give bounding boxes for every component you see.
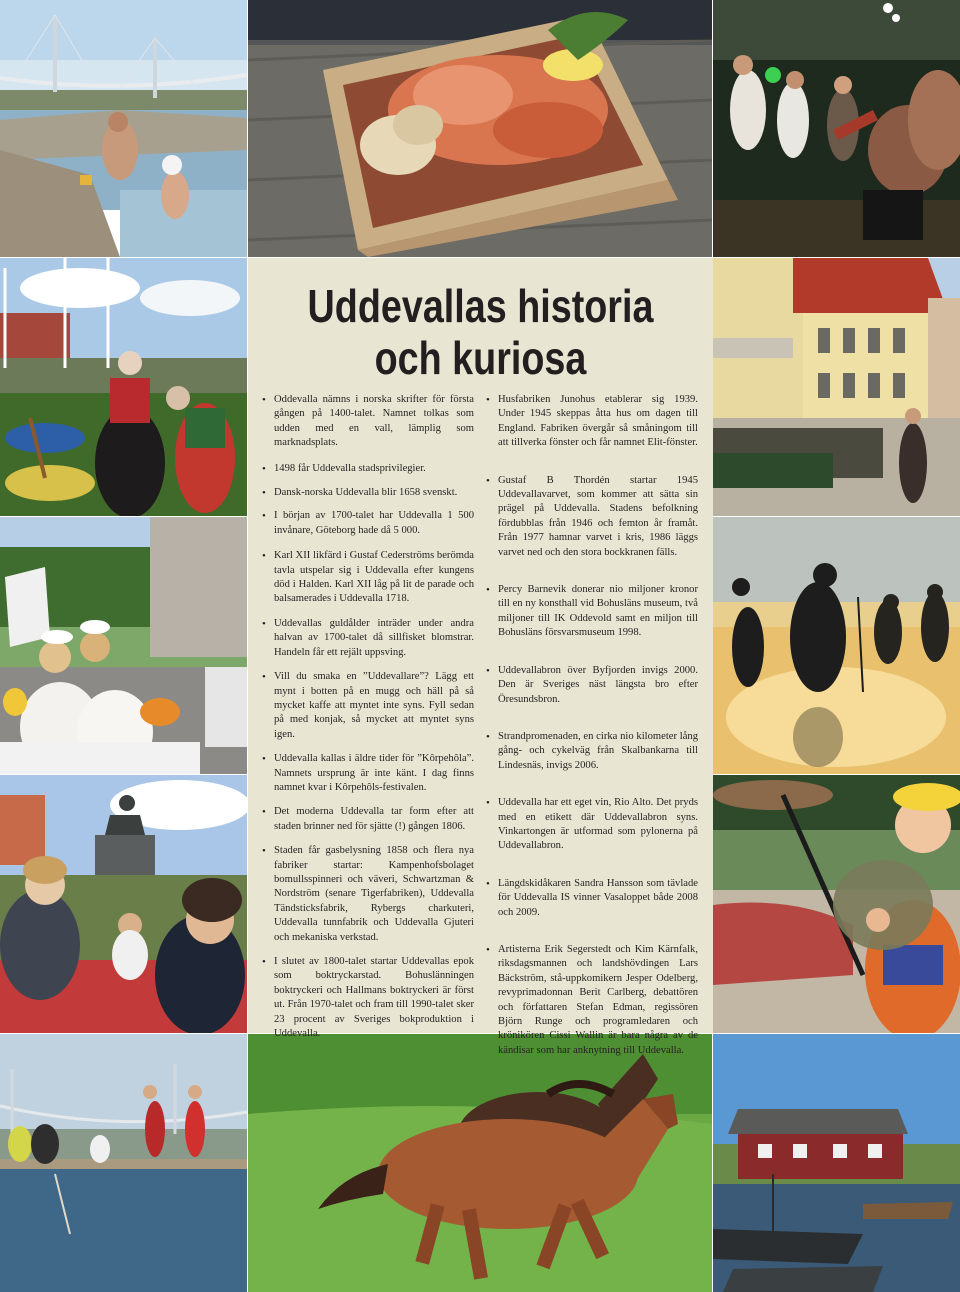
article-title [290, 280, 671, 384]
fact-item: • Vill du smaka en ”Uddevallare”? Lägg ett mynt i botten på en mugg och häll på så mycket kaffe att myntet inte syns. Fyll sedan på med konjak, så mycket att myntet syns igen. [274, 670, 474, 742]
facts-list-right [498, 393, 698, 1058]
title-line-2: och kuriosa [374, 332, 587, 384]
fact-item: • Artisterna Erik Segerstedt och Kim Kärnfalk, riksdagsmannen och landshövdingen Lars Bäckström, stå-uppkomikern Jesper Odelberg, revyprimadonnan Berit Carlberg, debattören och författaren Stefan Edman, regissören Björn Runge och programledaren och krönikören Cissi Wallin är bara några av de kändisar som har anknytning till Uddevalla. [498, 943, 698, 1058]
fact-item: • Husfabriken Junohus etablerar sig 1939. Under 1945 skeppas åtta hus om dagen till England. Fabriken övergår så småningom till att tillverka fönster och får namnet Elit-fönster. [498, 393, 698, 451]
fact-item: • Uddevallabron över Byfjorden invigs 2000. Den är Sveriges näst längsta bro efter Öresundsbron. [498, 664, 698, 707]
fact-item: • Dansk-norska Uddevalla blir 1658 svenskt. [274, 486, 474, 500]
title-line-1: Uddevallas historia [307, 280, 654, 332]
photo-concert-stage [713, 0, 960, 257]
fact-item: • Det moderna Uddevalla tar form efter att staden brinner ned för sjätte (!) gången 1806. [274, 805, 474, 834]
photo-town-square [713, 258, 960, 516]
photo-red-boathouse [713, 1034, 960, 1292]
photo-seafood-box [248, 0, 712, 257]
photo-ice-skaters [713, 517, 960, 774]
fact-item: • Oddevalla nämns i norska skrifter för första gången på 1400-talet. Namnet tolkas som udden med en vall, lämplig som marknadsplats. [274, 393, 474, 451]
photo-horses [248, 1034, 712, 1292]
fact-item: • Gustaf B Thordén startar 1945 Uddevallavarvet, som kommer att sätta sin prägel på Uddevalla. Stadens befolkning fördubblas från 1946 och femton år framåt. Från 1977 hamnar varvet i kris, 1986 läggs varvet ned och den stora bockkranen fälls. [498, 474, 698, 560]
fact-item: • Karl XII likfärd i Gustaf Cederströms berömda tavla utspelar sig i Uddevalla efter kungens död i Halden. Karl XII låg på lit de parade och balsamerades i Uddevalla 1718. [274, 549, 474, 607]
fact-item: • Strandpromenaden, en cirka nio kilometer lång gång- och cykelväg från Skalbankarna till Lindesnäs, invigs 2006. [498, 730, 698, 773]
fact-item: • Uddevalla har ett eget vin, Rio Alto. Det pryds med en etikett där Uddevallabron syns. Vinkartongen är utformad som pylonerna på Uddevallabron. [498, 796, 698, 854]
fact-item: • I början av 1700-talet har Uddevalla 1 500 invånare, Göteborg hade då 5 000. [274, 509, 474, 538]
fact-item: • Staden får gasbelysning 1858 och flera nya fabriker startar: Kampenhofsbolaget bomullsspinneri och väveri, Schwartzman & Nordström (senare Tigerfabriken), Uddevalla Tändsticksfabrik, Rybergs charkuteri, Uddevalla tunnfabrik och Uddevalla Gjuteri och mekaniska verkstad. [274, 844, 474, 945]
facts-list-left [274, 393, 474, 1041]
photo-midsummer-folk [0, 258, 247, 516]
fact-item: • Percy Barnevik donerar nio miljoner kronor till en ny konsthall vid Bohusläns museum, två miljoner till IK Oddevold samt en miljon till Bohusläns försvarsmuseum 1998. [498, 583, 698, 641]
fact-item: • 1498 får Uddevalla stadsprivilegier. [274, 462, 474, 476]
photo-boy-fishing [713, 775, 960, 1033]
fact-item: • I slutet av 1800-talet startar Uddevallas epok som boktryckarstad. Bohuslänningen boktryckeri och Hallmans boktryckeri är först ut. Från 1970-talet och fram till 1990-talet sker 23 procent av Sveriges bokproduktion i Uddevalla. [274, 955, 474, 1041]
fact-item: • Uddevalla kallas i äldre tider för ”Kôrpehôla”. Namnets ursprung är inte känt. I dag finns namnet kvar i Kôrpehôls-festivalen. [274, 752, 474, 795]
photo-students-caps [0, 517, 247, 774]
fact-item: • Längdskidåkaren Sandra Hansson som tävlade för Uddevalla IS vinner Vasaloppet både 2008 och 2009. [498, 877, 698, 920]
photo-bridge-beach [0, 0, 247, 257]
fact-item: • Uddevallas guldålder inträder under andra halvan av 1700-talet då sillfisket blomstrar. Handeln får ett rejält uppsving. [274, 617, 474, 660]
history-text-panel [248, 258, 713, 1056]
photo-statue-cafe [0, 775, 247, 1033]
photo-jetty-bridge [0, 1034, 247, 1292]
